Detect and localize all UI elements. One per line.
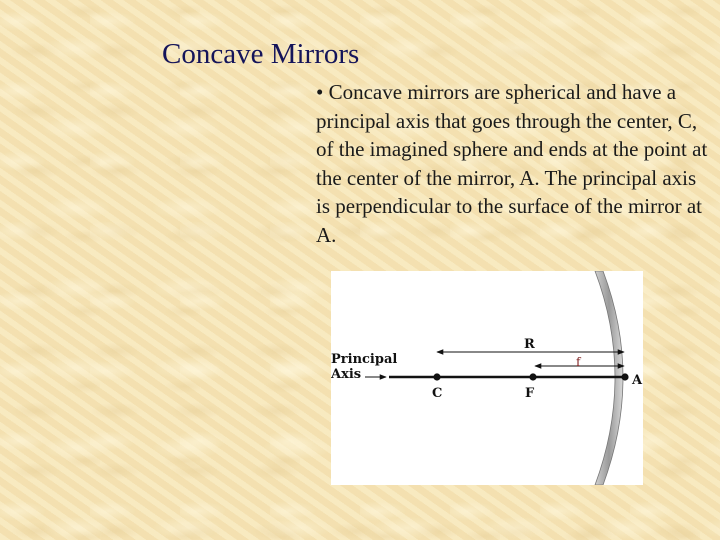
focal-point-f — [529, 373, 536, 380]
radius-label: R — [524, 337, 535, 352]
slide-title: Concave Mirrors — [162, 38, 360, 70]
center-label: C — [432, 386, 443, 401]
bullet-text: • Concave mirrors are spherical and have a principal axis that goes through the center, C, of the imagined sphere and ends at the point at the center of the mirror, A. The principal axis is perpendicular to the surface of the mirror at A. — [316, 80, 708, 247]
focus-label: F — [525, 386, 535, 401]
center-point-c — [433, 373, 440, 380]
diagram-svg — [331, 271, 643, 485]
axis-label-axis: Axis — [331, 367, 362, 382]
focal-length-label: f — [576, 355, 581, 369]
vertex-point-a — [621, 373, 628, 380]
vertex-label: A — [632, 373, 643, 388]
concave-mirror-diagram — [331, 271, 643, 485]
axis-label-principal: Principal — [331, 352, 398, 367]
